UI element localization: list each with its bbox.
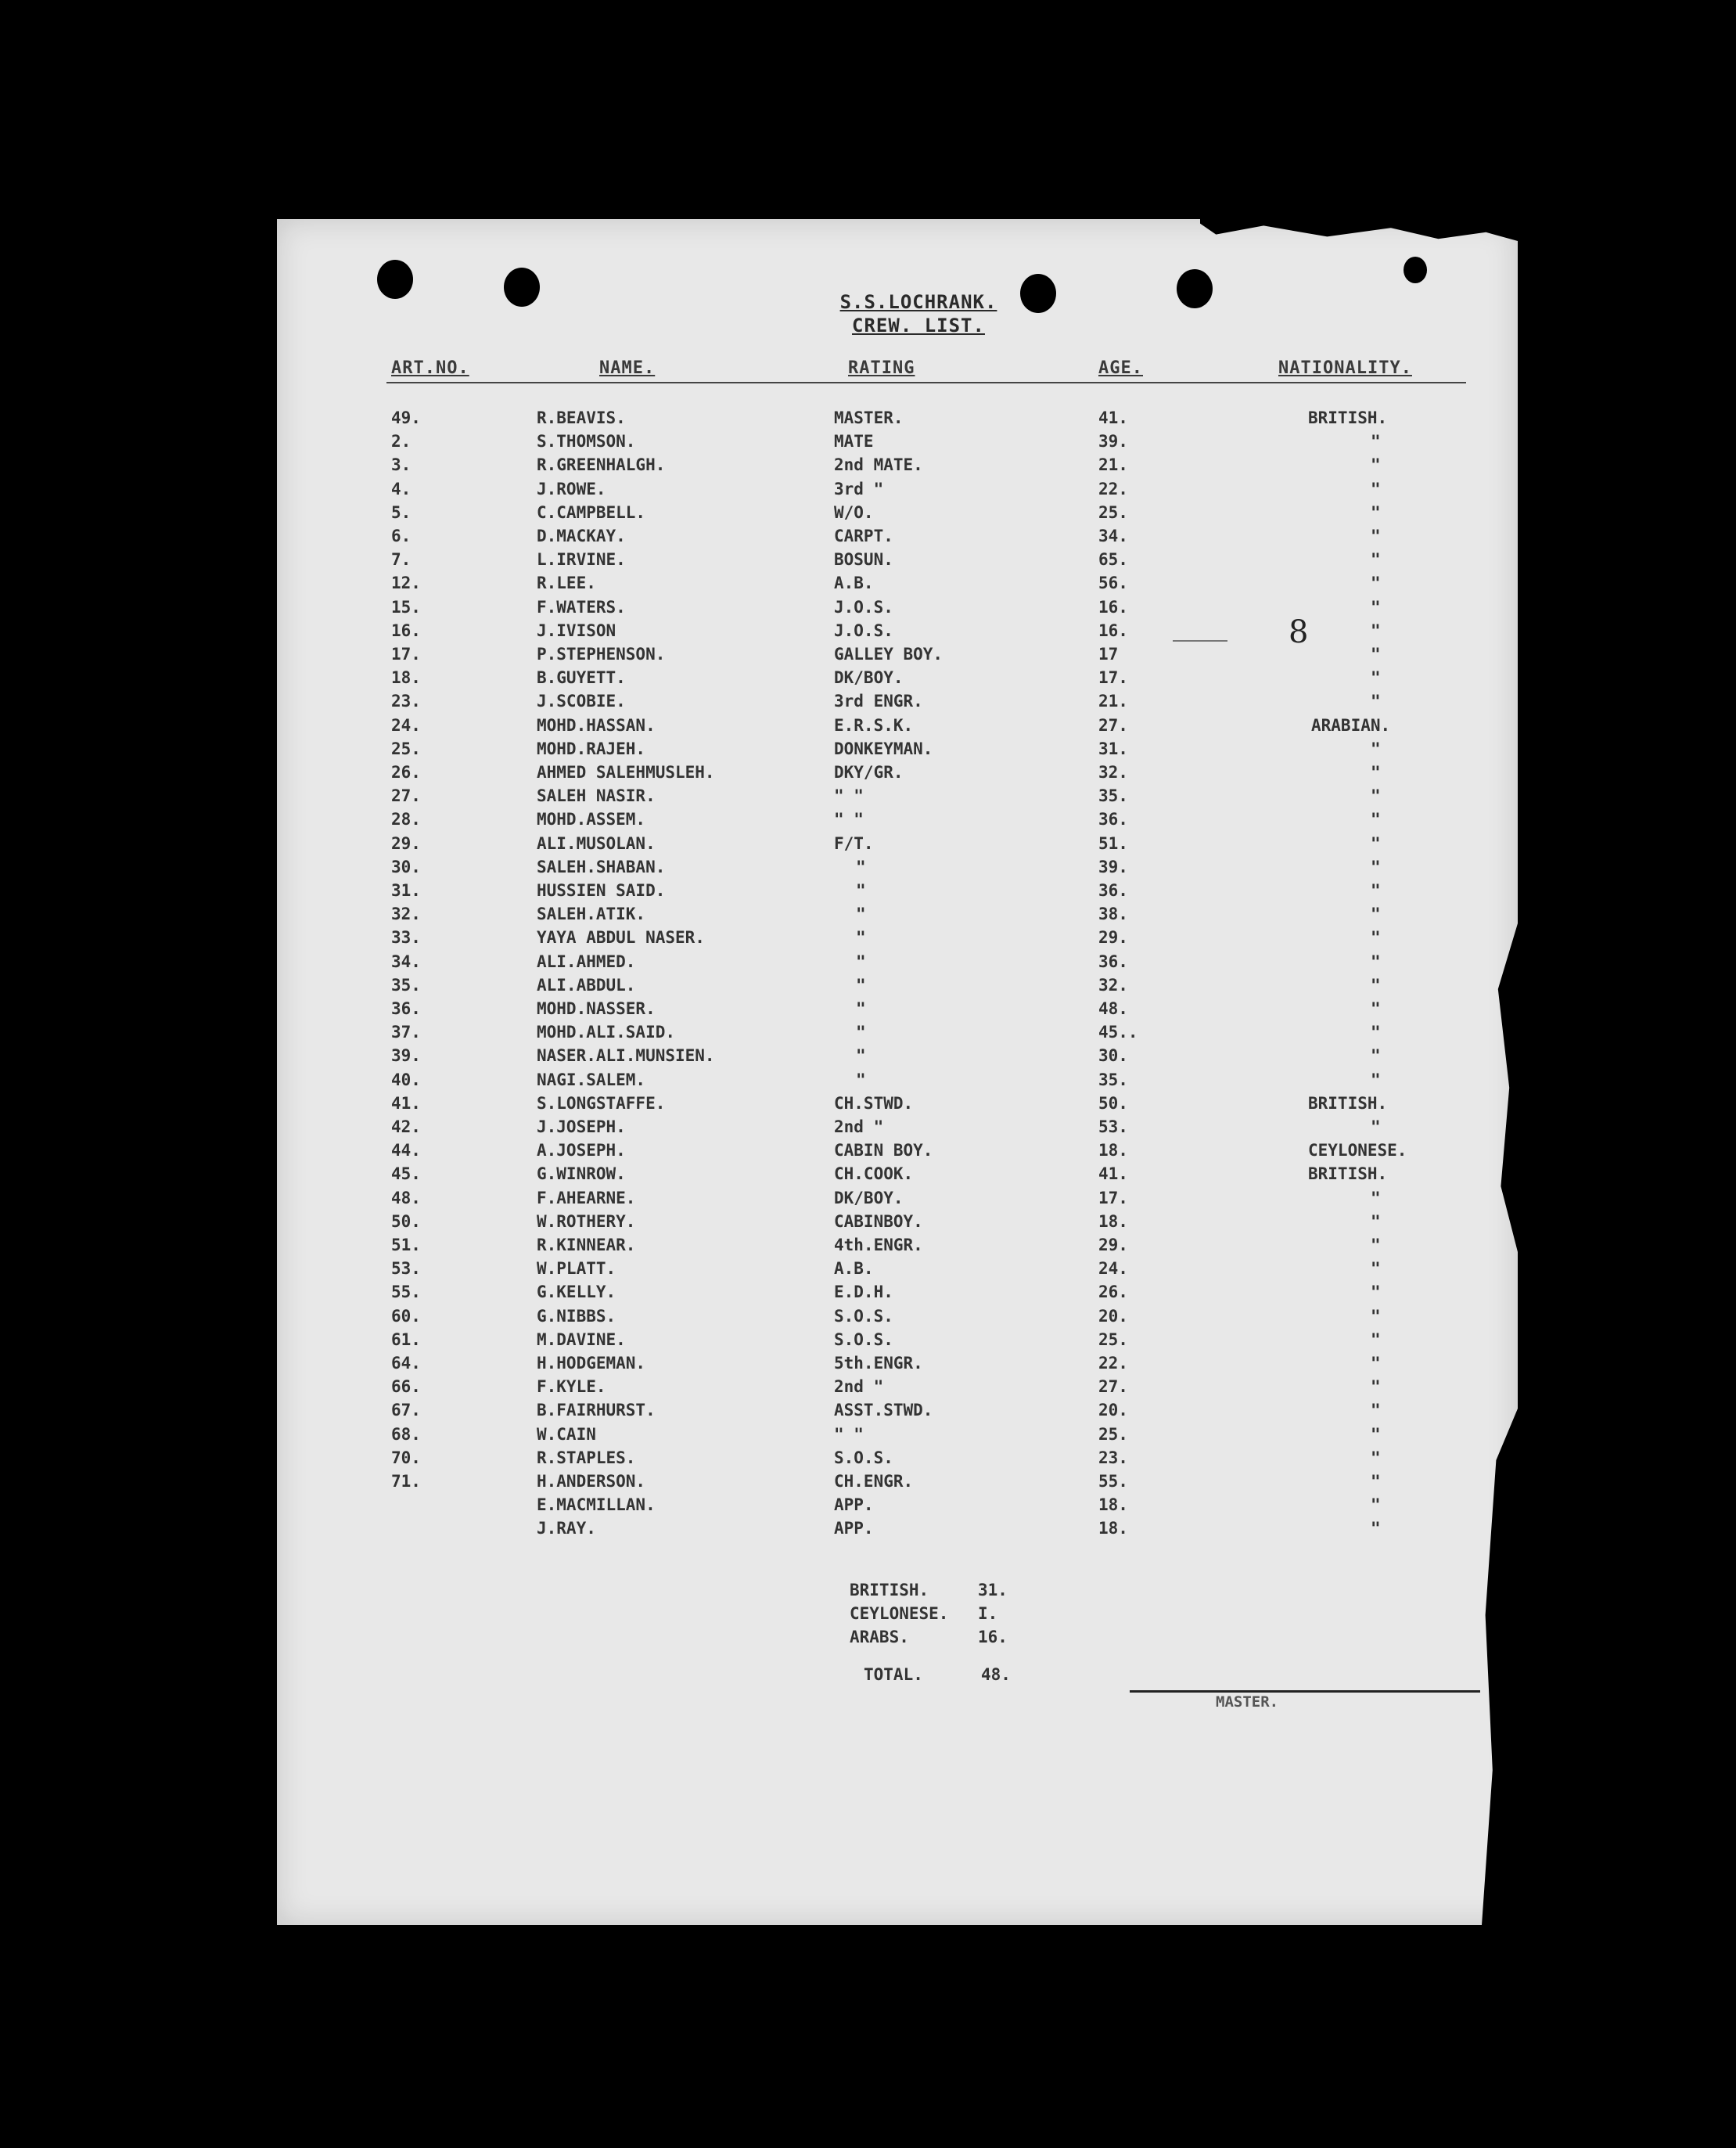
art-no-cell: 4. [391,479,412,498]
art-no-cell: 53. [391,1259,421,1279]
age-cell: 41. [1098,1164,1128,1184]
nationality-cell: " [1371,1472,1381,1491]
crew-name-cell: NAGI.SALEM. [537,1070,646,1089]
age-cell: 24. [1098,1259,1128,1279]
age-cell: 25. [1098,502,1128,522]
art-no-cell: 68. [391,1424,421,1444]
crew-name-cell: J.IVISON [537,621,616,640]
signature-label: MASTER. [1216,1693,1279,1711]
age-cell: 56. [1098,574,1128,593]
rating-cell: MASTER. [834,408,904,427]
art-no-cell: 64. [391,1354,421,1373]
nationality-cell: " [1371,550,1381,570]
age-cell: 31. [1098,739,1128,758]
crew-name-cell: ALI.MUSOLAN. [537,833,656,853]
col-header-age: AGE. [1098,358,1143,378]
age-cell: 27. [1098,1377,1128,1397]
rating-cell: " [856,1046,866,1066]
crew-name-cell: R.KINNEAR. [537,1236,636,1254]
punch-hole [1177,269,1213,308]
art-no-cell: 37. [391,1023,421,1042]
nationality-cell: " [1371,597,1381,617]
rating-cell: S.O.S. [834,1306,893,1326]
age-cell: 51. [1098,833,1128,853]
art-no-cell: 60. [391,1306,421,1326]
nationality-cell: " [1371,621,1381,640]
rating-cell: CARPT. [834,527,893,545]
art-no-cell: 36. [391,999,421,1018]
rating-cell: J.O.S. [834,597,893,617]
rating-cell: " [856,928,866,948]
rating-cell: " [856,1023,866,1042]
age-cell: 27. [1098,715,1128,735]
punch-hole [1404,257,1427,283]
nationality-cell: ARABIAN. [1311,715,1391,735]
crew-name-cell: L.IRVINE. [537,550,626,570]
nationality-cell: BRITISH. [1308,1164,1388,1184]
nationality-cell: " [1371,1023,1381,1042]
art-no-cell: 70. [391,1448,421,1467]
nationality-cell: " [1371,479,1381,498]
nationality-cell: " [1371,810,1381,829]
nationality-cell: " [1371,905,1381,924]
crew-list-subtitle: CREW. LIST. [852,315,985,336]
rating-cell: " [856,1070,866,1089]
nationality-cell: " [1371,502,1381,522]
crew-name-cell: B.GUYETT. [537,668,626,688]
rating-cell: A.B. [834,574,874,593]
art-no-cell: 5. [391,502,412,522]
art-no-cell: 50. [391,1211,421,1231]
age-cell: 18. [1098,1141,1128,1160]
crew-name-cell: E.MACMILLAN. [537,1495,656,1515]
nationality-cell: " [1371,574,1381,593]
rating-cell: GALLEY BOY. [834,645,943,664]
crew-name-cell: SALEH.SHABAN. [537,857,666,876]
document-page [277,219,1518,1925]
nationality-cell: " [1371,739,1381,758]
rating-cell: " [856,975,866,995]
rating-cell: DK/BOY. [834,1188,904,1207]
nationality-cell: CEYLONESE. [1308,1141,1407,1160]
nationality-cell: " [1371,455,1381,475]
age-cell: 35. [1098,786,1128,806]
age-cell: 18. [1098,1519,1128,1538]
age-cell: 30. [1098,1046,1128,1066]
total-label: TOTAL. [864,1665,923,1684]
art-no-cell: 26. [391,763,421,782]
summary-label: BRITISH. [850,1581,929,1599]
rating-cell: DONKEYMAN. [834,739,933,758]
rating-cell: " " [834,786,864,806]
summary-label: ARABS. [850,1628,909,1646]
art-no-cell: 61. [391,1329,421,1349]
nationality-cell: " [1371,1306,1381,1326]
crew-name-cell: R.GREENHALGH. [537,455,666,475]
age-cell: 20. [1098,1401,1128,1420]
crew-name-cell: SALEH.ATIK. [537,905,646,924]
nationality-cell: " [1371,1519,1381,1538]
art-no-cell: 35. [391,975,421,995]
crew-name-cell: SALEH NASIR. [537,786,656,806]
age-cell: 21. [1098,455,1128,475]
crew-name-cell: H.ANDERSON. [537,1472,646,1491]
nationality-cell: BRITISH. [1308,1093,1388,1113]
crew-name-cell: F.KYLE. [537,1377,606,1397]
age-cell: 55. [1098,1472,1128,1491]
age-cell: 34. [1098,527,1128,545]
summary-value: I. [978,1604,998,1623]
rating-cell: APP. [834,1495,874,1515]
nationality-cell: " [1371,1495,1381,1515]
age-cell: 17. [1098,668,1128,688]
age-cell: 16. [1098,597,1128,617]
rating-cell: " [856,881,866,900]
art-no-cell: 24. [391,715,421,735]
crew-name-cell: NASER.ALI.MUNSIEN. [537,1046,715,1066]
nationality-cell: " [1371,1046,1381,1066]
rating-cell: 2nd " [834,1117,884,1136]
nationality-cell: BRITISH. [1308,408,1388,427]
rating-cell: " [856,952,866,971]
age-cell: 17. [1098,1188,1128,1207]
age-cell: 26. [1098,1283,1128,1302]
rating-cell: E.D.H. [834,1283,893,1302]
rating-cell: 3rd ENGR. [834,692,923,711]
crew-name-cell: M.DAVINE. [537,1329,626,1349]
nationality-cell: " [1371,952,1381,971]
nationality-cell: " [1371,833,1381,853]
rating-cell: W/O. [834,502,874,522]
crew-name-cell: B.FAIRHURST. [537,1401,656,1420]
nationality-cell: " [1371,881,1381,900]
art-no-cell: 39. [391,1046,421,1066]
age-cell: 36. [1098,881,1128,900]
torn-edge [1200,219,1518,241]
age-cell: 36. [1098,810,1128,829]
age-cell: 39. [1098,432,1128,452]
age-cell: 22. [1098,479,1128,498]
crew-name-cell: MOHD.ASSEM. [537,810,646,829]
nationality-cell: " [1371,763,1381,782]
art-no-cell: 6. [391,527,412,545]
margin-pencil-dash [1173,640,1227,642]
age-cell: 16. [1098,621,1128,640]
age-cell: 32. [1098,975,1128,995]
age-cell: 53. [1098,1117,1128,1136]
age-cell: 20. [1098,1306,1128,1326]
punch-hole [504,268,540,307]
rating-cell: F/T. [834,833,874,853]
crew-name-cell: W.ROTHERY. [537,1211,636,1231]
nationality-cell: " [1371,1117,1381,1136]
crew-name-cell: D.MACKAY. [537,527,626,545]
crew-name-cell: J.JOSEPH. [537,1117,626,1136]
crew-name-cell: W.CAIN [537,1424,596,1444]
art-no-cell: 17. [391,645,421,664]
crew-name-cell: MOHD.ALI.SAID. [537,1023,676,1042]
crew-name-cell: AHMED SALEHMUSLEH. [537,763,715,782]
crew-name-cell: S.THOMSON. [537,432,636,452]
age-cell: 29. [1098,928,1128,948]
crew-name-cell: R.LEE. [537,574,596,593]
age-cell: 21. [1098,692,1128,711]
rating-cell: 2nd " [834,1377,884,1397]
summary-value: 16. [978,1628,1008,1646]
nationality-cell: " [1371,1070,1381,1089]
crew-name-cell: G.WINROW. [537,1164,626,1184]
crew-name-cell: MOHD.NASSER. [537,999,656,1018]
age-cell: 36. [1098,952,1128,971]
rating-cell: 3rd " [834,479,884,498]
art-no-cell: 29. [391,833,421,853]
crew-name-cell: G.KELLY. [537,1283,616,1302]
nationality-cell: " [1371,1283,1381,1302]
crew-name-cell: F.WATERS. [537,597,626,617]
nationality-cell: " [1371,668,1381,688]
age-cell: 45.. [1098,1023,1138,1042]
nationality-cell: " [1371,692,1381,711]
nationality-cell: " [1371,999,1381,1018]
nationality-cell: " [1371,1236,1381,1254]
age-cell: 22. [1098,1354,1128,1373]
summary-value: 31. [978,1581,1008,1599]
art-no-cell: 42. [391,1117,421,1136]
art-no-cell: 34. [391,952,421,971]
nationality-cell: " [1371,975,1381,995]
crew-name-cell: J.ROWE. [537,479,606,498]
rating-cell: DK/BOY. [834,668,904,688]
crew-name-cell: G.NIBBS. [537,1306,616,1326]
nationality-cell: " [1371,527,1381,545]
crew-name-cell: ALI.ABDUL. [537,975,636,995]
rating-cell: BOSUN. [834,550,893,570]
crew-name-cell: MOHD.HASSAN. [537,715,656,735]
art-no-cell: 15. [391,597,421,617]
nationality-cell: " [1371,1259,1381,1279]
art-no-cell: 23. [391,692,421,711]
age-cell: 41. [1098,408,1128,427]
nationality-cell: " [1371,645,1381,664]
art-no-cell: 48. [391,1188,421,1207]
crew-name-cell: H.HODGEMAN. [537,1354,646,1373]
art-no-cell: 25. [391,739,421,758]
crew-name-cell: ALI.AHMED. [537,952,636,971]
crew-name-cell: YAYA ABDUL NASER. [537,928,705,948]
rating-cell: ASST.STWD. [834,1401,933,1420]
nationality-cell: " [1371,786,1381,806]
summary-label: CEYLONESE. [850,1604,949,1623]
age-cell: 18. [1098,1211,1128,1231]
art-no-cell: 31. [391,881,421,900]
nationality-cell: " [1371,1329,1381,1349]
nationality-cell: " [1371,857,1381,876]
rating-cell: " [856,857,866,876]
rating-cell: CABINBOY. [834,1211,923,1231]
crew-name-cell: S.LONGSTAFFE. [537,1093,666,1113]
crew-name-cell: R.BEAVIS. [537,408,626,427]
age-cell: 23. [1098,1448,1128,1467]
punch-hole [377,260,413,299]
crew-name-cell: C.CAMPBELL. [537,502,646,522]
crew-name-cell: MOHD.RAJEH. [537,739,646,758]
art-no-cell: 71. [391,1472,421,1491]
art-no-cell: 2. [391,432,412,452]
col-header-name: NAME. [599,358,656,378]
age-cell: 18. [1098,1495,1128,1515]
art-no-cell: 33. [391,928,421,948]
art-no-cell: 41. [391,1093,421,1113]
crew-name-cell: W.PLATT. [537,1259,616,1279]
margin-note: 8 [1289,614,1309,650]
total-value: 48. [981,1665,1011,1684]
rating-cell: CABIN BOY. [834,1141,933,1160]
nationality-cell: " [1371,1211,1381,1231]
crew-name-cell: R.STAPLES. [537,1448,636,1467]
rating-cell: E.R.S.K. [834,715,914,735]
age-cell: 50. [1098,1093,1128,1113]
art-no-cell: 66. [391,1377,421,1397]
crew-name-cell: F.AHEARNE. [537,1188,636,1207]
col-header-rating: RATING [848,358,915,378]
col-header-nationality: NATIONALITY. [1278,358,1412,378]
torn-edge [1482,1409,1518,1925]
rating-cell: " " [834,1424,864,1444]
age-cell: 65. [1098,550,1128,570]
nationality-cell: " [1371,1188,1381,1207]
art-no-cell: 18. [391,668,421,688]
crew-name-cell: HUSSIEN SAID. [537,881,666,900]
ship-title: S.S.LOCHRANK. [839,291,997,313]
torn-edge [1490,923,1518,1252]
art-no-cell: 3. [391,455,412,475]
art-no-cell: 51. [391,1236,421,1254]
age-cell: 25. [1098,1329,1128,1349]
rating-cell: APP. [834,1519,874,1538]
art-no-cell: 28. [391,810,421,829]
rating-cell: " [856,905,866,924]
age-cell: 39. [1098,857,1128,876]
rating-cell: DKY/GR. [834,763,904,782]
rating-cell: " " [834,810,864,829]
nationality-cell: " [1371,1401,1381,1420]
age-cell: 35. [1098,1070,1128,1089]
crew-name-cell: J.RAY. [537,1519,596,1538]
rating-cell: CH.COOK. [834,1164,914,1184]
age-cell: 29. [1098,1236,1128,1254]
nationality-cell: " [1371,432,1381,452]
crew-name-cell: A.JOSEPH. [537,1141,626,1160]
rating-cell: CH.ENGR. [834,1472,914,1491]
rating-cell: CH.STWD. [834,1093,914,1113]
age-cell: 25. [1098,1424,1128,1444]
age-cell: 32. [1098,763,1128,782]
header-rule [386,382,1466,383]
art-no-cell: 32. [391,905,421,924]
age-cell: 17 [1098,645,1119,664]
rating-cell: MATE [834,432,874,452]
crew-name-cell: P.STEPHENSON. [537,645,666,664]
rating-cell: 4th.ENGR. [834,1236,923,1254]
col-header-art-no: ART.NO. [391,358,469,378]
nationality-cell: " [1371,1377,1381,1397]
rating-cell: 5th.ENGR. [834,1354,923,1373]
art-no-cell: 16. [391,621,421,640]
rating-cell: " [856,999,866,1018]
rating-cell: S.O.S. [834,1448,893,1467]
art-no-cell: 67. [391,1401,421,1420]
art-no-cell: 27. [391,786,421,806]
art-no-cell: 45. [391,1164,421,1184]
rating-cell: J.O.S. [834,621,893,640]
crew-name-cell: J.SCOBIE. [537,692,626,711]
nationality-cell: " [1371,1424,1381,1444]
signature-line [1130,1690,1480,1693]
rating-cell: 2nd MATE. [834,455,923,475]
art-no-cell: 30. [391,857,421,876]
age-cell: 38. [1098,905,1128,924]
nationality-cell: " [1371,928,1381,948]
nationality-cell: " [1371,1448,1381,1467]
art-no-cell: 49. [391,408,421,427]
nationality-cell: " [1371,1354,1381,1373]
art-no-cell: 55. [391,1283,421,1302]
art-no-cell: 7. [391,550,412,570]
rating-cell: A.B. [834,1259,874,1279]
rating-cell: S.O.S. [834,1329,893,1349]
art-no-cell: 40. [391,1070,421,1089]
age-cell: 48. [1098,999,1128,1018]
art-no-cell: 12. [391,574,421,593]
art-no-cell: 44. [391,1141,421,1160]
